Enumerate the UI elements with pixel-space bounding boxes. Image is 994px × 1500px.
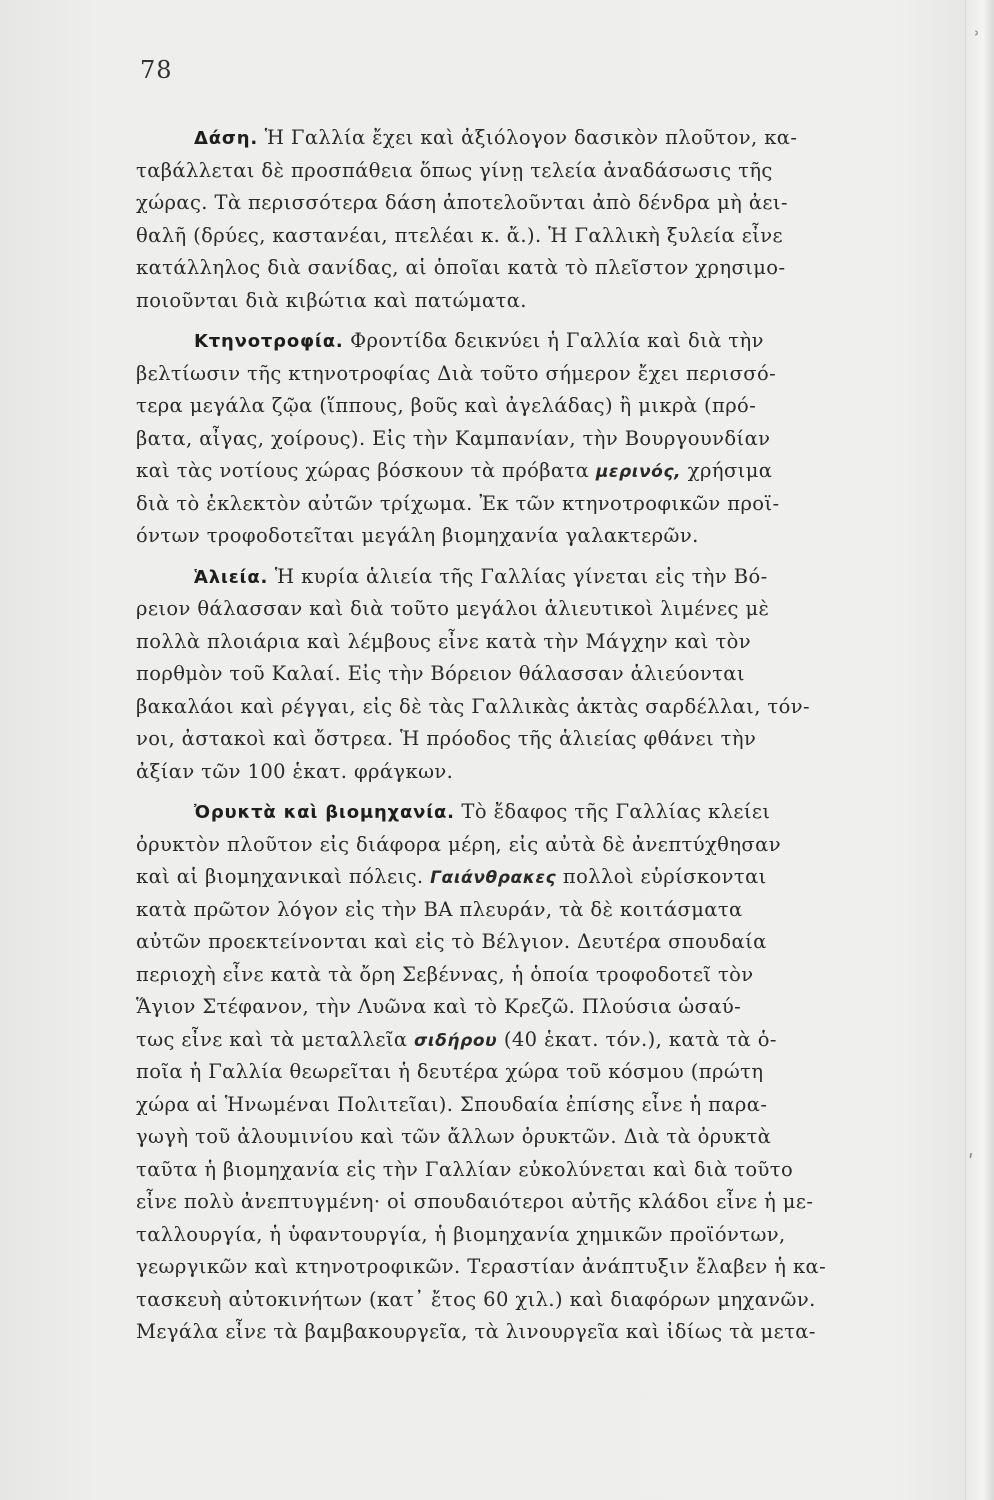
margin-mark: ʹ: [968, 1150, 974, 1174]
text-line: ταβάλλεται δὲ προσπάθεια ὅπως γίνῃ τελεία ἀναδάσωσις τῆς: [136, 158, 773, 182]
text-line: νοι, ἀστακοὶ καὶ ὄστρεα. Ἡ πρόοδος τῆς ἁλιείας φθάνει τὴν: [136, 727, 757, 750]
text-line: κατὰ πρῶτον λόγον εἰς τὴν ΒΑ πλευράν, τὰ δὲ κοιτάσματα: [136, 897, 743, 921]
paragraph-forests-line: Δάση. Ἡ Γαλλία ἔχει καὶ ἀξιόλογον δασικὸν πλοῦτον, κα-: [194, 126, 798, 149]
paragraph-minerals-line: Ὀρυκτὰ καὶ βιομηχανία. Τὸ ἔδαφος τῆς Γαλλίας κλείει: [194, 800, 771, 823]
text-line: καὶ αἱ βιομηχανικαὶ πόλεις. Γαιάνθρακες πολλοὶ εὑρίσκονται: [136, 865, 767, 888]
section-heading-fishing: Ἁλιεία.: [194, 566, 269, 588]
text-line: ποῖα ἡ Γαλλία θεωρεῖται ἡ δευτέρα χώρα τοῦ κόσμου (πρώτη: [136, 1060, 764, 1083]
text-line: καὶ τὰς νοτίους χώρας βόσκουν τὰ πρόβατα μερινός, χρήσιμα: [136, 459, 773, 482]
text-line: ὀρυκτὸν πλοῦτον εἰς διάφορα μέρη, εἰς αὐτὰ δὲ ἀνεπτύχθησαν: [136, 832, 781, 856]
text-line: διὰ τὸ ἐκλεκτὸν αὐτῶν τρίχωμα. Ἐκ τῶν κτηνοτροφικῶν προϊ-: [136, 491, 780, 515]
text-line: εἶνε πολὺ ἀνεπτυγμένη· οἱ σπουδαιότεροι αὐτῆς κλάδοι εἶνε ἡ με-: [136, 1190, 814, 1213]
emphasized-term: Γαιάνθρακες: [430, 868, 557, 888]
text-line: περιοχὴ εἶνε κατὰ τὰ ὄρη Σεβέννας, ἡ ὁποία τροφοδοτεῖ τὸν: [136, 962, 754, 986]
text-line: χώρας. Τὰ περισσότερα δάση ἀποτελοῦνται ἀπὸ δένδρα μὴ ἀει-: [136, 191, 788, 214]
text-line: πολλὰ πλοιάρια καὶ λέμβους εἶνε κατὰ τὴν Μάγχην καὶ τὸν: [136, 629, 752, 653]
text-line: ρειον θάλασσαν καὶ διὰ τοῦτο μεγάλοι ἁλιευτικοὶ λιμένες μὲ: [136, 597, 770, 620]
text-line: θαλῆ (δρύες, καστανέαι, πτελέαι κ. ἄ.). Ἡ Γαλλικὴ ξυλεία εἶνε: [136, 223, 784, 247]
section-heading-minerals: Ὀρυκτὰ καὶ βιομηχανία.: [194, 802, 455, 823]
body-text: [136, 122, 870, 1349]
text-line: κατάλληλος διὰ σανίδας, αἱ ὁποῖαι κατὰ τὸ πλεῖστον χρησιμο-: [136, 256, 786, 279]
text-line: Μεγάλα εἶνε τὰ βαμβακουργεῖα, τὰ λινουργεῖα καὶ ἰδίως τὰ μετα-: [136, 1320, 816, 1343]
section-heading-livestock: Κτηνοτροφία.: [194, 331, 344, 352]
text-line: βατα, αἶγας, χοίρους). Εἰς τὴν Καμπανίαν, τὴν Βουργουνδίαν: [136, 426, 771, 450]
text-line: ταλλουργία, ἡ ὑφαντουργία, ἡ βιομηχανία χημικῶν προϊόντων,: [136, 1222, 786, 1246]
text-line: γεωργικῶν καὶ κτηνοτροφικῶν. Τεραστίαν ἀνάπτυξιν ἔλαβεν ἡ κα-: [136, 1255, 827, 1278]
emphasized-term: μερινός,: [595, 462, 682, 482]
text-line: βακαλάοι καὶ ρέγγαι, εἰς δὲ τὰς Γαλλικὰς ἀκτὰς σαρδέλλαι, τόν-: [136, 694, 810, 718]
paragraph-fishing-line: Ἁλιεία. Ἡ κυρία ἁλιεία τῆς Γαλλίας γίνεται εἰς τὴν Βό-: [194, 564, 768, 588]
page-number: 78: [140, 56, 173, 84]
text-line: τερα μεγάλα ζῷα (ἵππους, βοῦς καὶ ἀγελάδας) ἢ μικρὰ (πρό-: [136, 394, 757, 417]
text-line: ποιοῦνται διὰ κιβώτια καὶ πατώματα.: [136, 288, 527, 312]
emphasized-term: σιδήρου: [414, 1030, 498, 1051]
text-line: ἀξίαν τῶν 100 ἑκατ. φράγκων.: [136, 759, 454, 783]
text-line: όντων τροφοδοτεῖται μεγάλη βιομηχανία γαλακτερῶν.: [136, 524, 699, 547]
text-line: αὐτῶν προεκτείνονται καὶ εἰς τὸ Βέλγιον. Δευτέρα σπουδαία: [136, 930, 767, 953]
text-line: χώρα αἱ Ἡνωμέναι Πολιτεῖαι). Σπουδαία ἐπίσης εἶνε ἡ παρα-: [136, 1092, 768, 1116]
paragraph-livestock-line: Κτηνοτροφία. Φροντίδα δεικνύει ἡ Γαλλία καὶ διὰ τὴν: [194, 329, 764, 352]
margin-mark: ʾ: [974, 26, 981, 50]
text-line: ταῦτα ἡ βιομηχανία εἰς τὴν Γαλλίαν εὐκολύνεται καὶ διὰ τοῦτο: [136, 1157, 794, 1181]
text-line: Ἅγιον Στέφανον, τὴν Λυῶνα καὶ τὸ Κρεζῶ. Πλούσια ὡσαύ-: [136, 995, 742, 1018]
page-edge: [965, 0, 994, 1500]
text-line: τως εἶνε καὶ τὰ μεταλλεῖα σιδήρου (40 ἑκατ. τόν.), κατὰ τὰ ὁ-: [136, 1027, 777, 1051]
section-heading-forests: Δάση.: [194, 128, 258, 149]
text-line: βελτίωσιν τῆς κτηνοτροφίας Διὰ τοῦτο σήμερον ἔχει περισσό-: [136, 361, 777, 385]
text-line: γωγὴ τοῦ ἀλουμινίου καὶ τῶν ἄλλων ὀρυκτῶν. Διὰ τὰ ὀρυκτὰ: [136, 1125, 772, 1148]
text-line: πορθμὸν τοῦ Καλαί. Εἰς τὴν Βόρειον θάλασσαν ἁλιεύονται: [136, 662, 745, 685]
text-line: τασκευὴ αὐτοκινήτων (κατ᾽ ἔτος 60 χιλ.) καὶ διαφόρων μηχανῶν.: [136, 1287, 816, 1311]
